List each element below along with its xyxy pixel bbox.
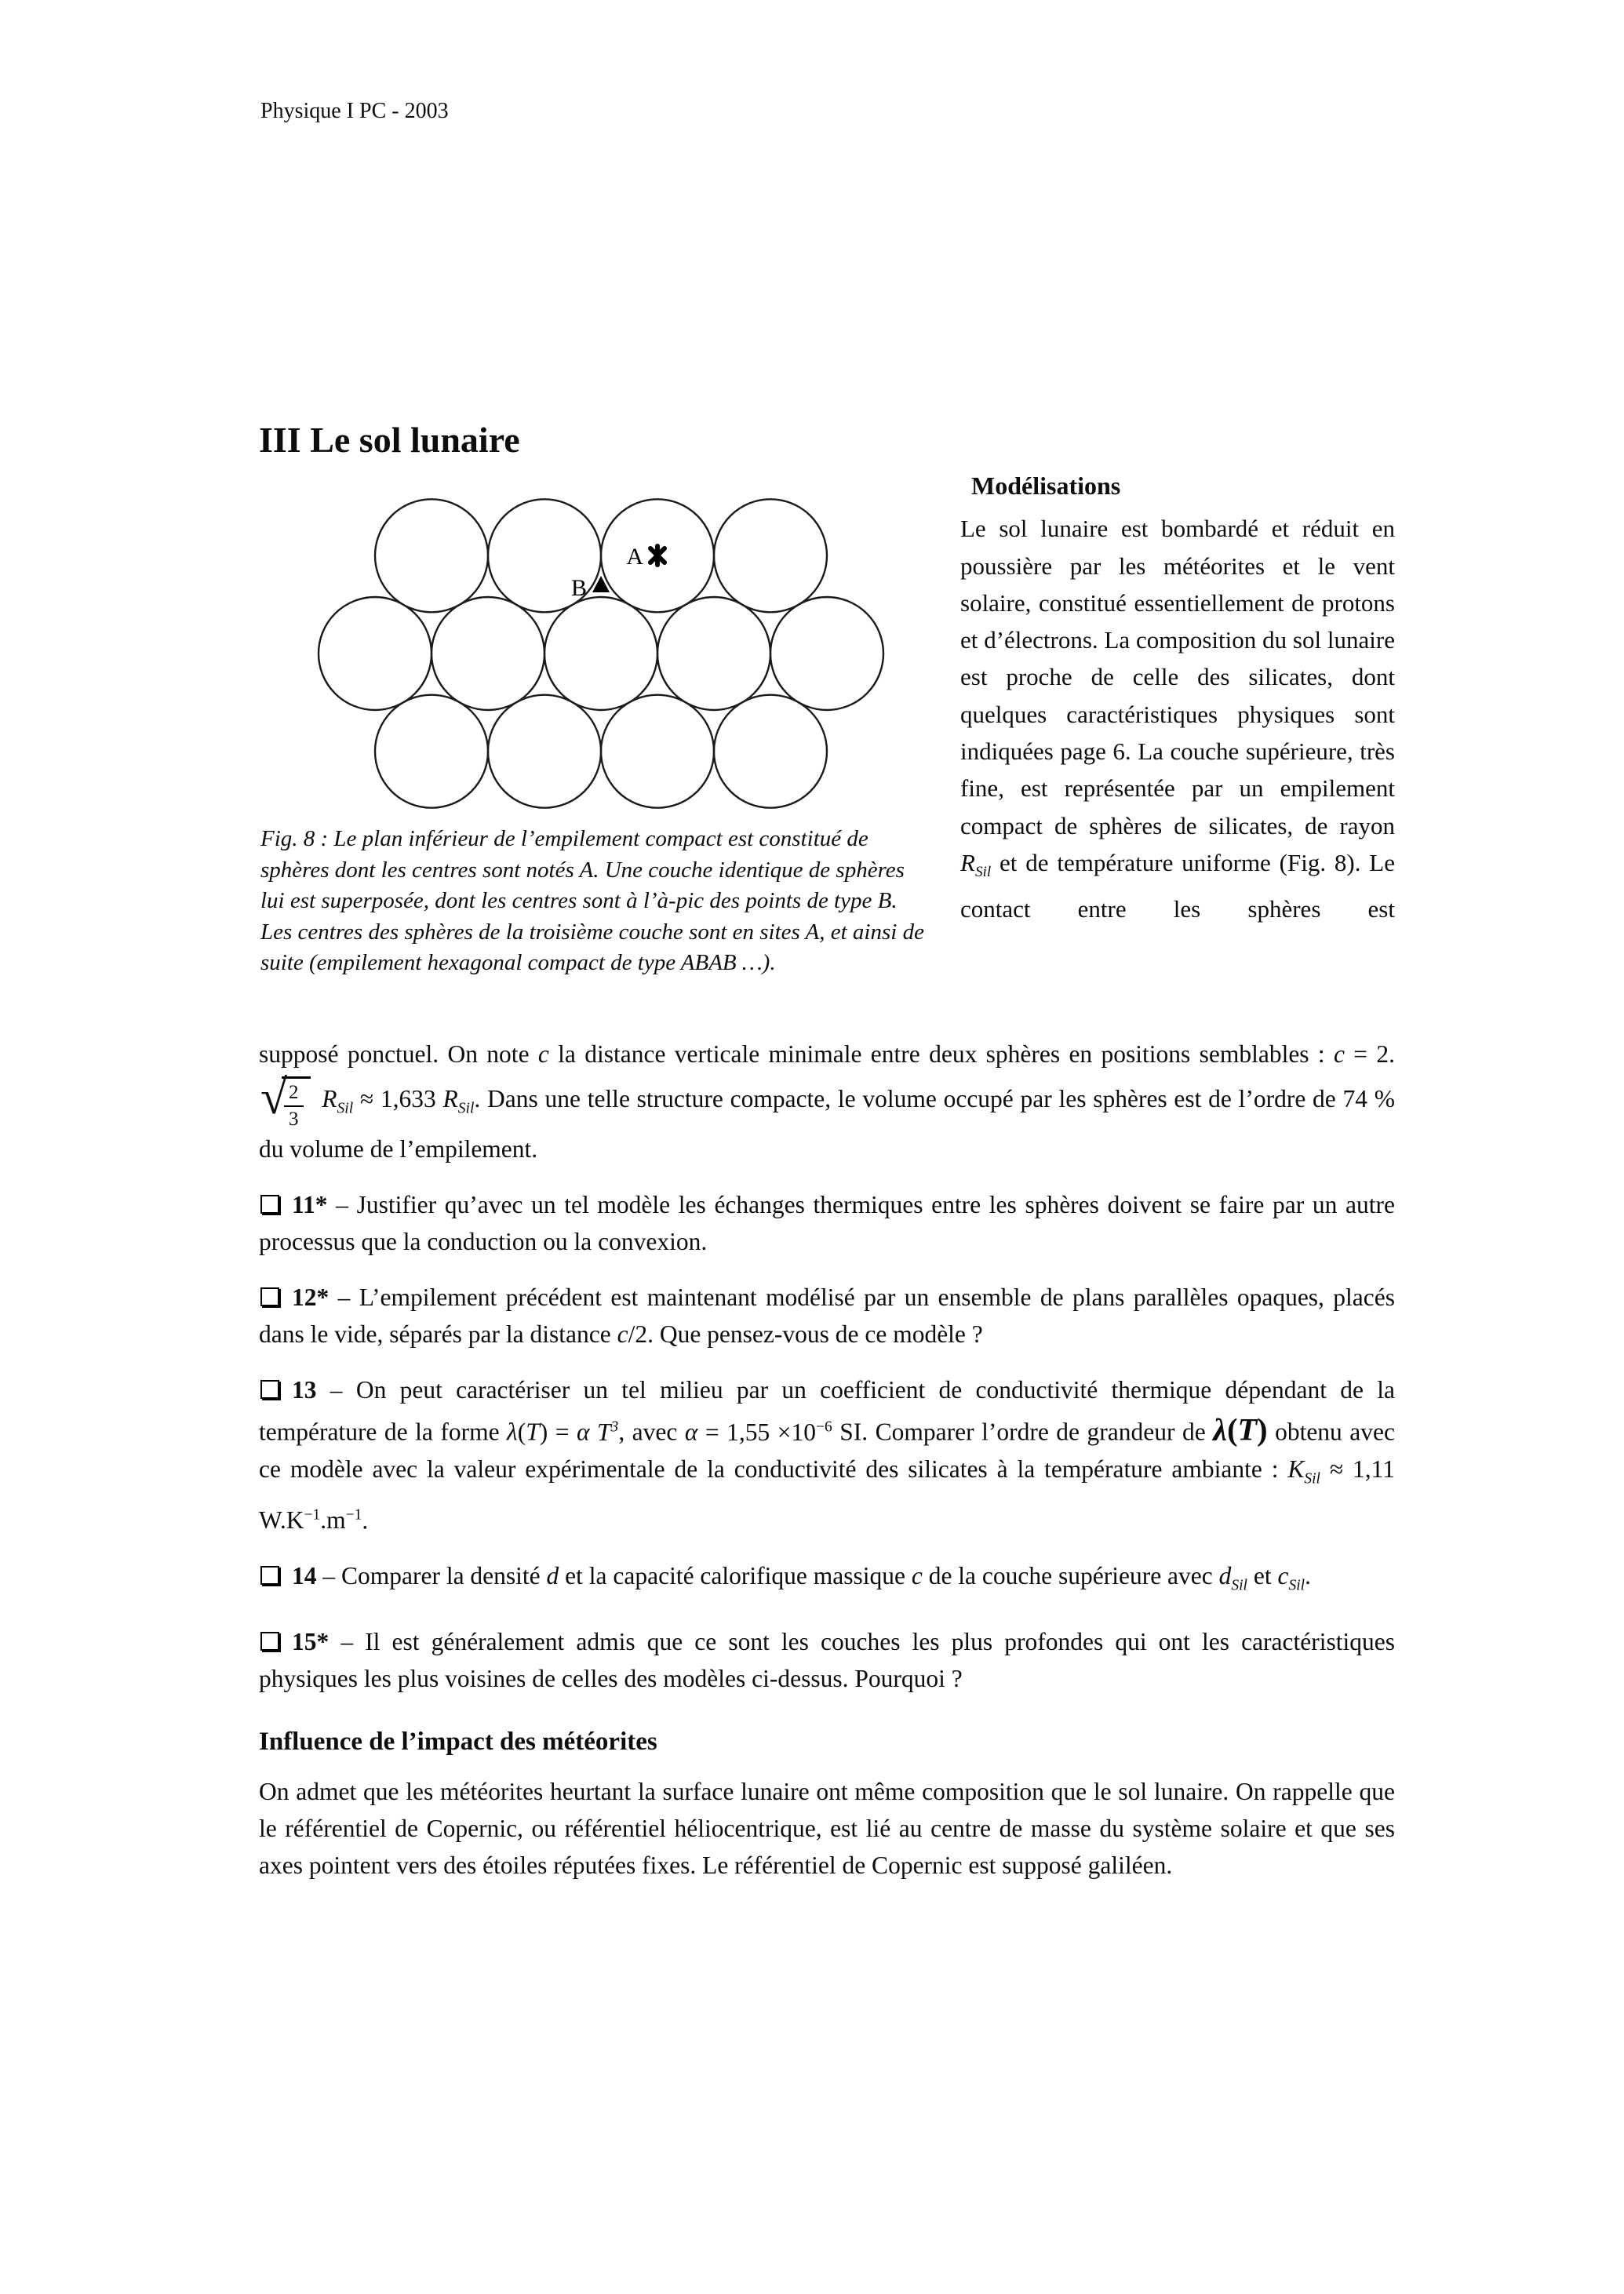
sphere-circle <box>488 695 601 808</box>
sphere-row-bottom <box>375 695 827 808</box>
question-checkbox-icon <box>260 1380 279 1399</box>
point-a-label: A <box>626 544 643 570</box>
page-header: Physique I PC - 2003 <box>260 99 449 123</box>
square-root-fraction: √ 2 3 <box>260 1072 311 1131</box>
question-11: 11* – Justifier qu’avec un tel modèle les échanges thermiques entre les sphères doivent se faire par un autre processus que la conduction ou la convexion. <box>259 1191 1395 1255</box>
main-text <box>259 1036 1395 1903</box>
subsection-heading: Influence de l’impact des météorites <box>259 1727 657 1756</box>
figure-8 <box>312 491 908 819</box>
sphere-circle <box>714 499 827 612</box>
sphere-circle <box>544 597 657 710</box>
question-15: 15* – Il est généralement admis que ce sont les couches les plus profondes qui ont les caractéristiques physiques les plus voisines de celles des modèles ci-dessus. Pourquoi ? <box>259 1627 1395 1692</box>
modelisations-column <box>960 468 1395 928</box>
sphere-circle <box>770 597 883 710</box>
sphere-circle <box>375 499 488 612</box>
section-title: III Le sol lunaire <box>259 420 520 460</box>
modelisations-paragraph: Le sol lunaire est bombardé et réduit en poussière par les météorites et le vent solaire, constitué essentiellement de protons et d’électrons. La composition du sol lunaire est proche de celle des silicates, dont quelques caractéristiques physiques sont indiquées page 6. La couche supérieure, très fine, est représentée par un empilement compact de sphères de silicates, de rayon $R_{Sil}$ et de température uniforme (Fig. 8). Le contact entre les sphères est <box>960 515 1395 923</box>
modelisations-heading: Modélisations <box>971 472 1121 500</box>
point-b-label: B <box>570 575 587 601</box>
question-checkbox-icon <box>260 1632 279 1651</box>
question-checkbox-icon <box>260 1566 279 1585</box>
question-13: 13 – On peut caractériser un tel milieu par un coefficient de conductivité thermique dépendant de la température de la forme λ(T) = α $T^3$, avec $\alpha = 1,55 \times 10^{-6}$ SI. Comparer l’ordre de grandeur de λ(T) obtenu avec ce modèle avec la valeur expérimentale de la conductivité des silicates à la température ambiante : $K_{Sil} \approx 1,11$ $W.K^{-1}.m^{-1}$. <box>259 1376 1395 1535</box>
question-checkbox-icon <box>260 1195 279 1214</box>
question-12: 12* – L’empilement précédent est maintenant modélisé par un ensemble de plans parallèles opaques, placés dans le vide, séparés par la distance c/2. Que pensez-vous de ce modèle ? <box>259 1284 1395 1348</box>
question-checkbox-icon <box>260 1287 279 1306</box>
sphere-row-middle <box>319 597 883 710</box>
question-14: 14 – Comparer la densité d et la capacité calorifique massique c de la couche supérieure avec $d_{Sil}$ et $c_{Sil}$. <box>259 1557 1395 1604</box>
sphere-circle <box>657 597 770 710</box>
point-b-marker-icon <box>592 576 610 592</box>
sphere-circle <box>431 597 544 710</box>
sphere-row-top <box>375 499 827 612</box>
point-a-marker-icon <box>650 546 665 565</box>
sphere-circle <box>319 597 431 710</box>
sphere-circle <box>375 695 488 808</box>
sphere-circle <box>601 695 714 808</box>
sphere-circle <box>714 695 827 808</box>
intro-paragraph: supposé ponctuel. On note c la distance verticale minimale entre deux sphères en positions semblables : c = 2. √ 2 3 $R_{Sil} \approx 1,633$ $R_{Sil}$. Dans une telle structure compacte, le volume occupé par les sphères est de l’ordre de 74 % du volume de l’empilement. <box>259 1040 1396 1163</box>
sphere-packing-diagram <box>312 491 908 819</box>
figure-caption: Fig. 8 : Le plan inférieur de l’empilement compact est constitué de sphères dont les centres sont notés A. Une couche identique de sphères lui est superposée, dont les centres sont à l’à-pic des points de type B. Les centres des sphères de la troisième couche sont en sites A, et ainsi de suite (empilement hexagonal compact de type ABAB …). <box>260 826 924 975</box>
final-paragraph: On admet que les météorites heurtant la surface lunaire ont même composition que le sol lunaire. On rappelle que le référentiel de Copernic, ou référentiel héliocentrique, est lié au centre de masse du système solaire et que ses axes pointent vers des étoiles réputées fixes. Le référentiel de Copernic est supposé galiléen. <box>259 1777 1395 1879</box>
